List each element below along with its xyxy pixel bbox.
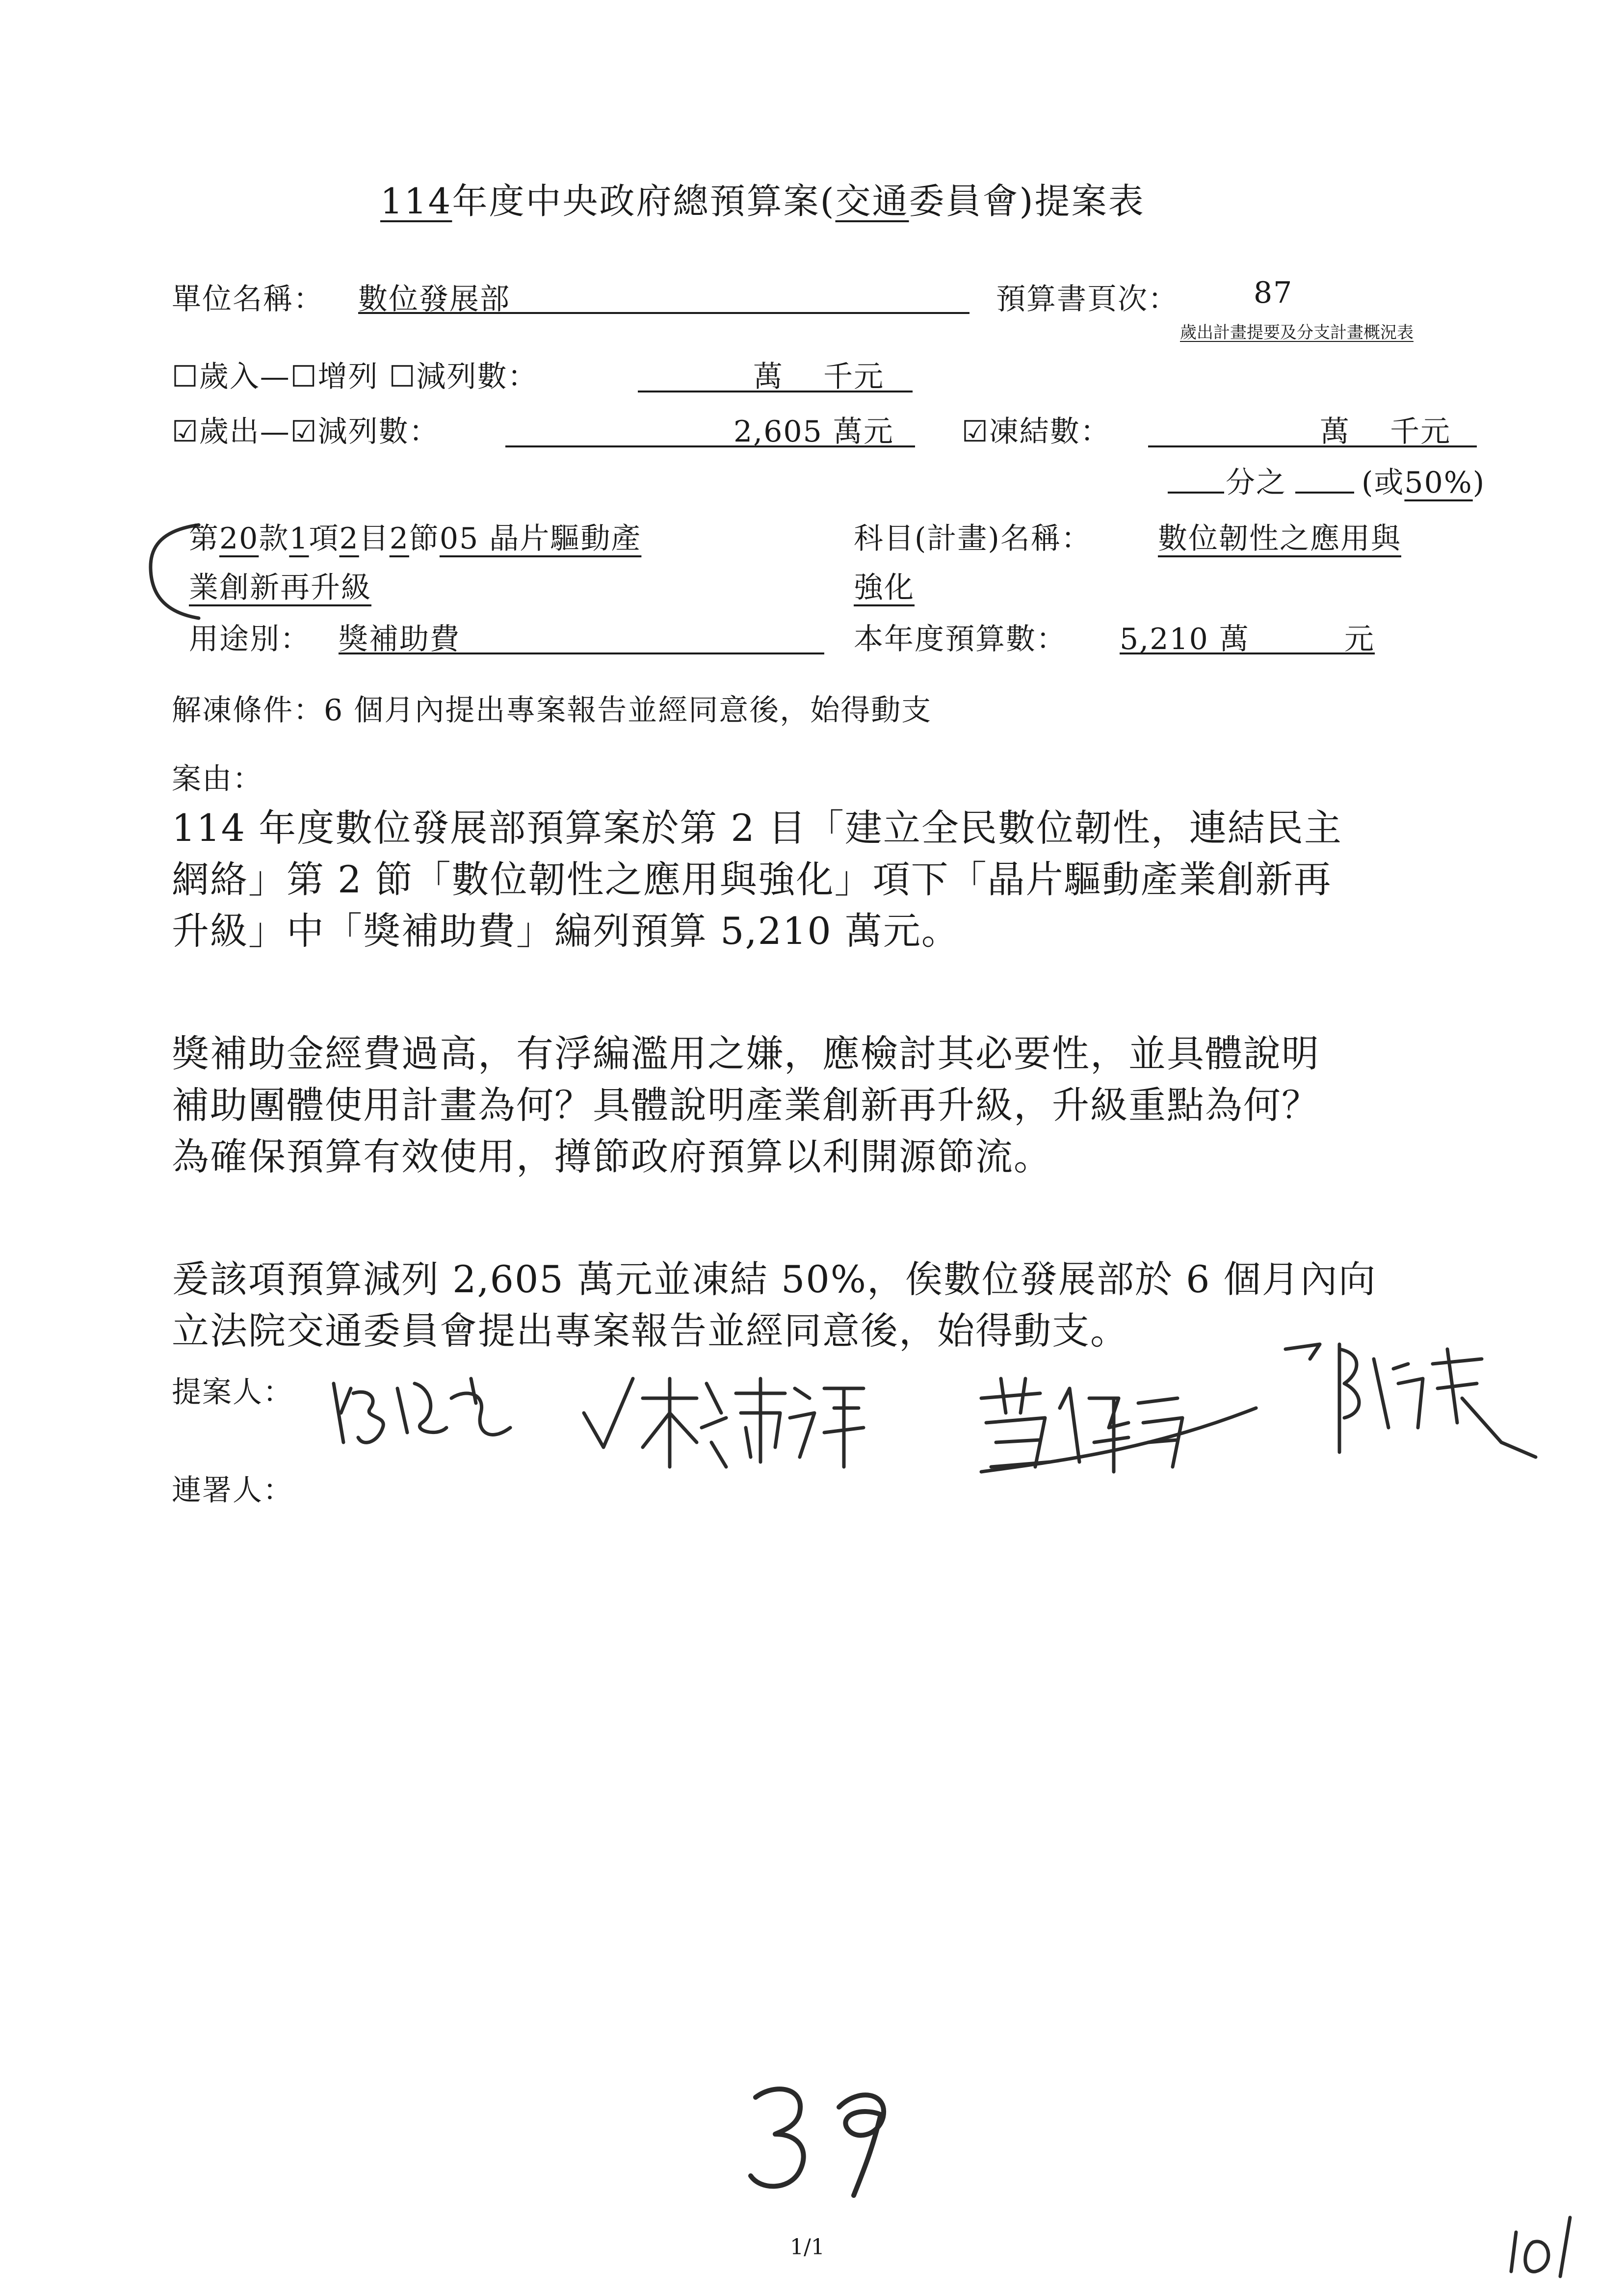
fraction-close: ) [1472,466,1486,500]
unit-label: 單位名稱： [172,282,324,316]
cosigner-label: 連署人： [172,1473,293,1508]
revenue-amount: 萬 千元 [753,360,885,394]
freeze-underline [1148,445,1477,447]
handwritten-number [741,2078,898,2205]
item-name-line2: 業創新再升級 [189,571,371,605]
title-prefix: 年度中央政府總預算案( [452,181,836,222]
usage-label: 用途別： [189,622,311,656]
annual-budget-value: 5,210 萬 [1120,622,1250,656]
handwritten-number-text: 39 [741,2200,742,2201]
annual-budget-underline [1120,652,1375,654]
paragraph-1-line-1: 114 年度數位發展部預算案於第 2 目「建立全民數位韌性，連結民主 [172,806,1342,850]
unit-value: 數位發展部 [358,282,510,316]
title-committee: 交通 [835,181,909,222]
subject-label: 科目(計畫)名稱： [854,522,1092,556]
form-title [380,173,1145,224]
expense-amount: 2,605 萬元 [733,415,894,449]
usage-underline [339,652,824,654]
title-year: 114 [380,181,452,222]
corner-mark [1506,2208,1604,2281]
fraction-blank-2 [1295,492,1354,494]
item-jie: 2 [389,522,409,556]
signature-1 [324,1369,530,1457]
page-ref-label: 預算書頁次： [996,282,1179,316]
paragraph-2-line-3: 為確保預算有效使用，撙節政府預算以利開源節流。 [172,1135,1052,1178]
paragraph-1 [172,802,1342,957]
subject-value-line1: 數位韌性之應用與 [1158,522,1401,556]
item-kuan-label: 款 [259,522,289,556]
corner-mark-text: 101 [1506,2276,1507,2277]
item-kuan: 20 [219,522,259,556]
paragraph-2-line-1: 獎補助金經費過高，有浮編濫用之嫌，應檢討其必要性，並具體說明 [172,1032,1320,1075]
freeze-amount: 萬 千元 [1320,415,1451,449]
paragraph-3 [172,1253,1377,1357]
signature-4 [1276,1330,1550,1467]
item-name-line1: 05 晶片驅動產 [439,522,642,556]
fraction-blank-1 [1168,492,1224,494]
paragraph-2 [172,1028,1320,1182]
subject-value-line2: 強化 [854,571,915,605]
page-ref-note: 歲出計畫提要及分支計畫概況表 [1180,323,1414,342]
item-di: 第 [189,522,219,556]
revenue-underline [638,391,913,392]
unfreeze-condition: 解凍條件：6 個月內提出專案報告並經同意後，始得動支 [172,693,932,728]
freeze-label: ☑凍結數： [962,415,1111,449]
fraction-or: (或 [1362,466,1405,500]
fraction-text-2 [1362,459,1485,501]
revenue-row: ☐歲入—☐增列 ☐減列數： [172,360,538,394]
expense-row: ☑歲出—☑減列數： [172,415,440,449]
page-number: 1/1 [790,2235,825,2260]
item-mu-label: 目 [359,522,390,556]
paragraph-1-line-2: 網絡」第 2 節「數位韌性之應用與強化」項下「晶片驅動產業創新再 [172,858,1332,901]
paragraph-2-line-2: 補助團體使用計畫為何？具體說明產業創新再升級，升級重點為何？ [172,1083,1320,1127]
page-ref-value: 87 [1254,276,1293,310]
item-xiang: 1 [289,522,309,556]
unit-underline [358,312,969,314]
paragraph-3-line-1: 爰該項預算減列 2,605 萬元並凍結 50%，俟數位發展部於 6 個月內向 [172,1257,1377,1301]
item-line1 [189,515,641,557]
usage-value: 獎補助費 [339,622,460,656]
fraction-percent: 50% [1404,466,1473,500]
reason-label: 案由： [172,762,263,796]
expense-underline [505,445,915,447]
title-suffix: 委員會)提案表 [909,181,1145,222]
item-xiang-label: 項 [309,522,340,556]
annual-budget-label: 本年度預算數： [854,622,1067,656]
proposer-label: 提案人： [172,1375,293,1409]
paragraph-1-line-3: 升級」中「獎補助費」編列預算 5,210 萬元。 [172,909,960,953]
item-mu: 2 [339,522,359,556]
signature-2 [579,1369,873,1477]
annual-budget-unit: 元 [1344,622,1375,656]
paragraph-3-line-2: 立法院交通委員會提出專案報告並經同意後，始得動支。 [172,1309,1128,1353]
signature-3 [971,1369,1266,1487]
item-jie-label: 節 [409,522,440,556]
fraction-text-1: 分之 [1226,466,1286,500]
